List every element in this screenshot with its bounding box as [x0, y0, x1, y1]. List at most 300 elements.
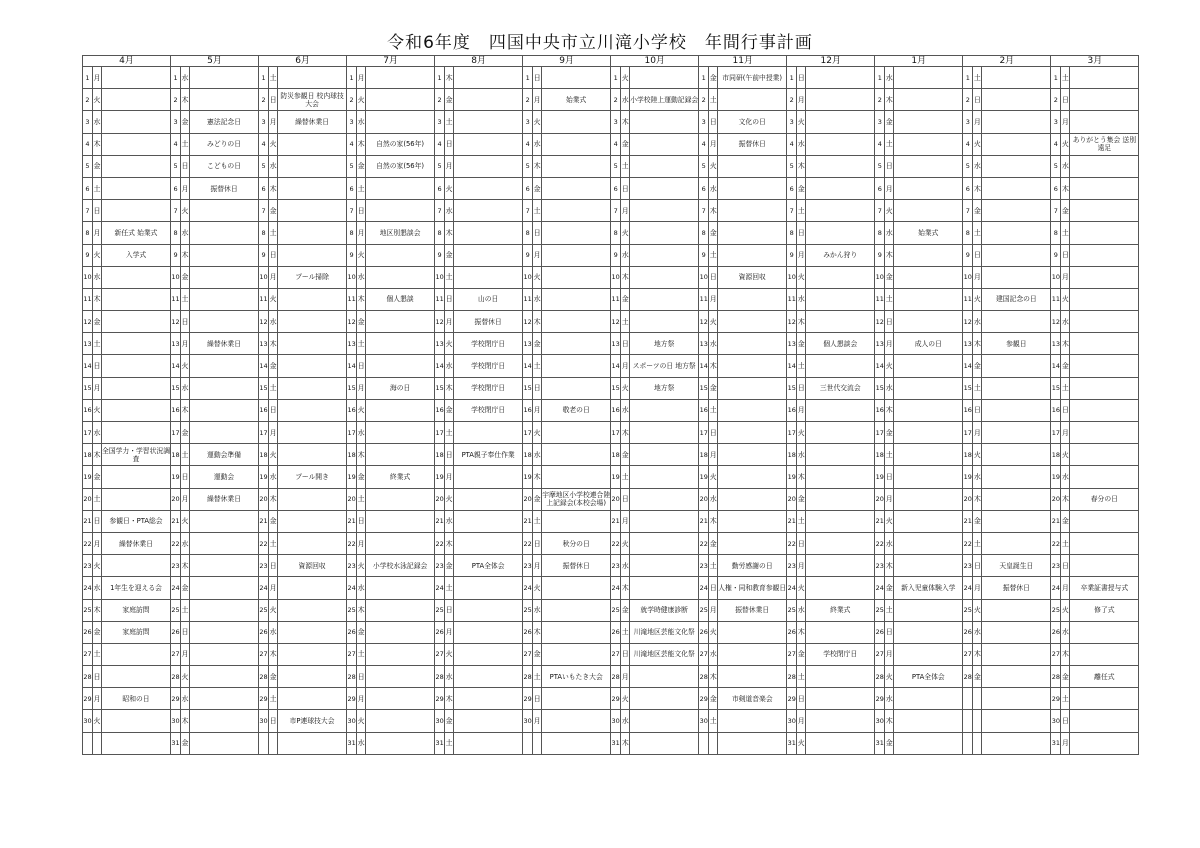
- weekday: 火: [797, 732, 806, 754]
- day-number: 12: [875, 311, 885, 333]
- weekday: 金: [885, 422, 894, 444]
- day-number: 15: [347, 377, 357, 399]
- weekday: 土: [269, 222, 278, 244]
- event-text: [806, 288, 875, 310]
- event-text: [894, 710, 963, 732]
- day-number: 1: [435, 67, 445, 89]
- weekday: 日: [885, 621, 894, 643]
- day-number: 6: [83, 177, 93, 199]
- event-text: [982, 488, 1051, 510]
- weekday: 日: [973, 399, 982, 421]
- weekday: 金: [709, 532, 718, 554]
- event-text: [278, 67, 347, 89]
- event-text: [454, 244, 523, 266]
- table-row: [83, 710, 1139, 732]
- weekday: 木: [445, 688, 454, 710]
- event-text: [366, 488, 435, 510]
- event-text: [630, 488, 699, 510]
- day-number: 25: [699, 599, 709, 621]
- weekday: 土: [885, 133, 894, 155]
- event-text: [1070, 688, 1139, 710]
- day-number: 3: [259, 111, 269, 133]
- day-number: 15: [611, 377, 621, 399]
- event-text: [630, 111, 699, 133]
- day-number: 22: [171, 532, 181, 554]
- weekday: 土: [621, 466, 630, 488]
- day-number: 20: [963, 488, 973, 510]
- weekday: 火: [973, 444, 982, 466]
- weekday: 金: [93, 621, 102, 643]
- event-text: [454, 688, 523, 710]
- event-text: 建国記念の日: [982, 288, 1051, 310]
- weekday: 土: [533, 200, 542, 222]
- day-number: 2: [171, 89, 181, 111]
- day-number: 1: [875, 67, 885, 89]
- event-text: みかん狩り: [806, 244, 875, 266]
- weekday: 月: [93, 222, 102, 244]
- event-text: 地方祭: [630, 333, 699, 355]
- event-text: [542, 577, 611, 599]
- table-row: [83, 399, 1139, 421]
- table-row: [83, 732, 1139, 754]
- weekday: 月: [181, 177, 190, 199]
- day-number: 13: [347, 333, 357, 355]
- day-number: 1: [523, 67, 533, 89]
- day-number: 29: [1051, 688, 1061, 710]
- day-number: 13: [435, 333, 445, 355]
- weekday: 土: [269, 688, 278, 710]
- event-text: [630, 732, 699, 754]
- event-text: 防災参観日 校内球技大会: [278, 89, 347, 111]
- day-number: 8: [259, 222, 269, 244]
- day-number: 1: [171, 67, 181, 89]
- day-number: [699, 732, 709, 754]
- event-text: [542, 67, 611, 89]
- event-text: [454, 666, 523, 688]
- weekday: 月: [93, 377, 102, 399]
- weekday: 月: [797, 555, 806, 577]
- day-number: 10: [963, 266, 973, 288]
- day-number: 7: [1051, 200, 1061, 222]
- weekday: 月: [93, 532, 102, 554]
- day-number: 26: [611, 621, 621, 643]
- weekday: 日: [533, 532, 542, 554]
- day-number: 16: [787, 399, 797, 421]
- event-text: [718, 333, 787, 355]
- event-text: 川滝地区芸能文化祭: [630, 643, 699, 665]
- weekday: 水: [973, 155, 982, 177]
- event-text: [894, 377, 963, 399]
- weekday: 土: [885, 444, 894, 466]
- day-number: 19: [83, 466, 93, 488]
- event-text: [1070, 732, 1139, 754]
- table-row: [83, 288, 1139, 310]
- event-text: [806, 688, 875, 710]
- day-number: 30: [699, 710, 709, 732]
- day-number: 28: [787, 666, 797, 688]
- weekday: 金: [533, 643, 542, 665]
- day-number: 22: [963, 532, 973, 554]
- weekday: 火: [885, 510, 894, 532]
- day-number: 27: [171, 643, 181, 665]
- weekday: 火: [885, 355, 894, 377]
- day-number: 3: [523, 111, 533, 133]
- weekday: 水: [533, 133, 542, 155]
- event-text: 振替休日: [190, 177, 259, 199]
- day-number: 24: [875, 577, 885, 599]
- day-number: 22: [435, 532, 445, 554]
- event-text: [366, 111, 435, 133]
- weekday: 木: [181, 710, 190, 732]
- event-text: [102, 67, 171, 89]
- table-row: [83, 510, 1139, 532]
- event-text: [982, 155, 1051, 177]
- day-number: 12: [347, 311, 357, 333]
- day-number: 23: [171, 555, 181, 577]
- day-number: 23: [259, 555, 269, 577]
- event-text: [278, 532, 347, 554]
- weekday: 日: [269, 710, 278, 732]
- day-number: 17: [435, 422, 445, 444]
- event-text: 自然の家(56年): [366, 133, 435, 155]
- day-number: 2: [435, 89, 445, 111]
- weekday: 金: [709, 67, 718, 89]
- event-text: 地方祭: [630, 377, 699, 399]
- day-number: 23: [347, 555, 357, 577]
- day-number: 8: [83, 222, 93, 244]
- weekday: 日: [181, 311, 190, 333]
- event-text: [982, 67, 1051, 89]
- weekday: 日: [797, 688, 806, 710]
- day-number: 25: [171, 599, 181, 621]
- weekday: 日: [709, 577, 718, 599]
- weekday: 水: [181, 222, 190, 244]
- event-text: 運動会: [190, 466, 259, 488]
- day-number: 2: [875, 89, 885, 111]
- event-text: PTA全体会: [454, 555, 523, 577]
- day-number: 13: [787, 333, 797, 355]
- weekday: 火: [269, 444, 278, 466]
- event-text: [1070, 244, 1139, 266]
- event-text: 学校閉庁日: [454, 377, 523, 399]
- weekday: 土: [181, 599, 190, 621]
- day-number: 1: [611, 67, 621, 89]
- day-number: 14: [435, 355, 445, 377]
- weekday: 月: [445, 466, 454, 488]
- day-number: 19: [171, 466, 181, 488]
- day-number: 26: [347, 621, 357, 643]
- weekday: 水: [621, 710, 630, 732]
- event-text: [806, 510, 875, 532]
- day-number: 1: [83, 67, 93, 89]
- weekday: 月: [1061, 577, 1070, 599]
- weekday: 土: [445, 111, 454, 133]
- weekday: 火: [621, 688, 630, 710]
- weekday: 月: [445, 621, 454, 643]
- weekday: 金: [621, 288, 630, 310]
- event-text: [982, 355, 1051, 377]
- day-number: 4: [699, 133, 709, 155]
- weekday: 日: [1061, 399, 1070, 421]
- weekday: 金: [797, 333, 806, 355]
- event-text: 繰替休業日: [190, 333, 259, 355]
- event-text: [102, 200, 171, 222]
- weekday: 火: [709, 621, 718, 643]
- day-number: 11: [875, 288, 885, 310]
- event-text: 春分の日: [1070, 488, 1139, 510]
- weekday: 水: [181, 532, 190, 554]
- weekday: 土: [445, 732, 454, 754]
- day-number: 14: [1051, 355, 1061, 377]
- weekday: 火: [533, 422, 542, 444]
- day-number: 10: [259, 266, 269, 288]
- weekday: 土: [885, 599, 894, 621]
- table-row: [83, 89, 1139, 111]
- day-number: 5: [259, 155, 269, 177]
- event-text: [102, 732, 171, 754]
- event-text: 勤労感謝の日: [718, 555, 787, 577]
- weekday: 水: [445, 510, 454, 532]
- weekday: 月: [357, 67, 366, 89]
- month-header: 4月: [83, 56, 171, 67]
- day-number: 27: [963, 643, 973, 665]
- weekday: 金: [621, 133, 630, 155]
- day-number: 27: [611, 643, 621, 665]
- event-text: 人権・同和教育参観日: [718, 577, 787, 599]
- day-number: 21: [963, 510, 973, 532]
- event-text: [366, 89, 435, 111]
- weekday: 土: [269, 377, 278, 399]
- weekday: 水: [445, 200, 454, 222]
- event-text: [894, 399, 963, 421]
- day-number: 7: [963, 200, 973, 222]
- day-number: 12: [699, 311, 709, 333]
- month-header: 9月: [523, 56, 611, 67]
- event-text: [894, 200, 963, 222]
- day-number: 11: [523, 288, 533, 310]
- event-text: [630, 133, 699, 155]
- day-number: 29: [523, 688, 533, 710]
- day-number: 26: [523, 621, 533, 643]
- day-number: 18: [523, 444, 533, 466]
- weekday: 日: [797, 532, 806, 554]
- event-text: [278, 577, 347, 599]
- event-text: [542, 200, 611, 222]
- event-text: [454, 577, 523, 599]
- day-number: 27: [347, 643, 357, 665]
- day-number: 6: [523, 177, 533, 199]
- event-text: [718, 377, 787, 399]
- event-text: [542, 688, 611, 710]
- event-text: [718, 399, 787, 421]
- weekday: 金: [269, 666, 278, 688]
- table-row: [83, 377, 1139, 399]
- weekday: 水: [885, 67, 894, 89]
- event-text: 始業式: [542, 89, 611, 111]
- event-text: [1070, 111, 1139, 133]
- weekday: 木: [269, 177, 278, 199]
- day-number: 14: [611, 355, 621, 377]
- event-text: 振替休日: [718, 133, 787, 155]
- day-number: 12: [83, 311, 93, 333]
- weekday: 火: [181, 666, 190, 688]
- event-text: [630, 555, 699, 577]
- day-number: 27: [699, 643, 709, 665]
- day-number: 30: [523, 710, 533, 732]
- day-number: 17: [259, 422, 269, 444]
- event-text: [806, 466, 875, 488]
- event-text: こどもの日: [190, 155, 259, 177]
- event-text: [102, 466, 171, 488]
- weekday: 金: [357, 621, 366, 643]
- event-text: [278, 311, 347, 333]
- table-row: [83, 532, 1139, 554]
- day-number: 9: [83, 244, 93, 266]
- event-text: [806, 555, 875, 577]
- weekday: 木: [973, 643, 982, 665]
- event-text: [718, 244, 787, 266]
- day-number: 17: [875, 422, 885, 444]
- weekday: 月: [1061, 266, 1070, 288]
- event-text: [102, 488, 171, 510]
- day-number: 11: [787, 288, 797, 310]
- event-text: [102, 399, 171, 421]
- weekday: 水: [885, 222, 894, 244]
- weekday: 水: [269, 155, 278, 177]
- day-number: 16: [347, 399, 357, 421]
- weekday: 水: [533, 599, 542, 621]
- day-number: 15: [435, 377, 445, 399]
- day-number: 13: [83, 333, 93, 355]
- day-number: 24: [523, 577, 533, 599]
- day-number: 4: [1051, 133, 1061, 155]
- weekday: 木: [973, 177, 982, 199]
- event-text: [982, 399, 1051, 421]
- event-text: [630, 67, 699, 89]
- day-number: 15: [1051, 377, 1061, 399]
- day-number: 3: [963, 111, 973, 133]
- event-text: 宇摩地区小学校連合陸上記録会(本校会場): [542, 488, 611, 510]
- weekday: 月: [357, 532, 366, 554]
- day-number: 24: [611, 577, 621, 599]
- day-number: 7: [787, 200, 797, 222]
- day-number: 8: [435, 222, 445, 244]
- day-number: [83, 732, 93, 754]
- month-header: 11月: [699, 56, 787, 67]
- weekday: 木: [357, 599, 366, 621]
- day-number: 30: [1051, 710, 1061, 732]
- day-number: 29: [259, 688, 269, 710]
- day-number: 15: [83, 377, 93, 399]
- event-text: [542, 643, 611, 665]
- day-number: 6: [875, 177, 885, 199]
- day-number: 29: [611, 688, 621, 710]
- weekday: 木: [621, 422, 630, 444]
- day-number: 6: [259, 177, 269, 199]
- day-number: 9: [435, 244, 445, 266]
- weekday: 月: [181, 488, 190, 510]
- weekday: 水: [885, 688, 894, 710]
- weekday: 土: [533, 510, 542, 532]
- day-number: 4: [83, 133, 93, 155]
- event-text: [1070, 89, 1139, 111]
- day-number: 6: [611, 177, 621, 199]
- event-text: [190, 643, 259, 665]
- event-text: [630, 288, 699, 310]
- event-text: [1070, 333, 1139, 355]
- event-text: [1070, 355, 1139, 377]
- weekday: 火: [533, 577, 542, 599]
- weekday: 土: [445, 266, 454, 288]
- weekday: 木: [445, 532, 454, 554]
- weekday: 月: [973, 266, 982, 288]
- weekday: 金: [709, 222, 718, 244]
- weekday: 日: [93, 200, 102, 222]
- event-text: [630, 244, 699, 266]
- event-text: [894, 422, 963, 444]
- event-text: [454, 532, 523, 554]
- weekday: 月: [885, 333, 894, 355]
- day-number: 10: [787, 266, 797, 288]
- day-number: [963, 732, 973, 754]
- day-number: 23: [1051, 555, 1061, 577]
- weekday: 火: [445, 177, 454, 199]
- weekday: 土: [797, 355, 806, 377]
- weekday: 月: [621, 510, 630, 532]
- event-text: [366, 732, 435, 754]
- day-number: 3: [611, 111, 621, 133]
- event-text: [806, 532, 875, 554]
- day-number: 14: [787, 355, 797, 377]
- weekday: 金: [269, 200, 278, 222]
- weekday: 土: [973, 377, 982, 399]
- event-text: PTA親子奉仕作業: [454, 444, 523, 466]
- weekday: 金: [533, 488, 542, 510]
- day-number: 10: [347, 266, 357, 288]
- month-header: 2月: [963, 56, 1051, 67]
- weekday: 日: [621, 333, 630, 355]
- day-number: 17: [1051, 422, 1061, 444]
- event-text: [982, 444, 1051, 466]
- weekday: 月: [709, 444, 718, 466]
- day-number: 11: [435, 288, 445, 310]
- weekday: 火: [1061, 133, 1070, 155]
- day-number: 17: [347, 422, 357, 444]
- weekday: 日: [357, 200, 366, 222]
- weekday: 水: [93, 577, 102, 599]
- weekday: 金: [181, 266, 190, 288]
- event-text: [542, 311, 611, 333]
- weekday: 火: [709, 155, 718, 177]
- weekday: 火: [797, 577, 806, 599]
- event-text: [366, 67, 435, 89]
- weekday: 火: [885, 200, 894, 222]
- weekday: 土: [1061, 67, 1070, 89]
- weekday: 土: [357, 177, 366, 199]
- day-number: 11: [1051, 288, 1061, 310]
- event-text: [1070, 200, 1139, 222]
- event-text: [278, 488, 347, 510]
- weekday: 木: [533, 466, 542, 488]
- event-text: [718, 222, 787, 244]
- weekday: 金: [181, 732, 190, 754]
- event-text: [630, 577, 699, 599]
- event-text: [894, 621, 963, 643]
- day-number: 6: [171, 177, 181, 199]
- day-number: 15: [787, 377, 797, 399]
- event-text: [190, 666, 259, 688]
- day-number: 16: [875, 399, 885, 421]
